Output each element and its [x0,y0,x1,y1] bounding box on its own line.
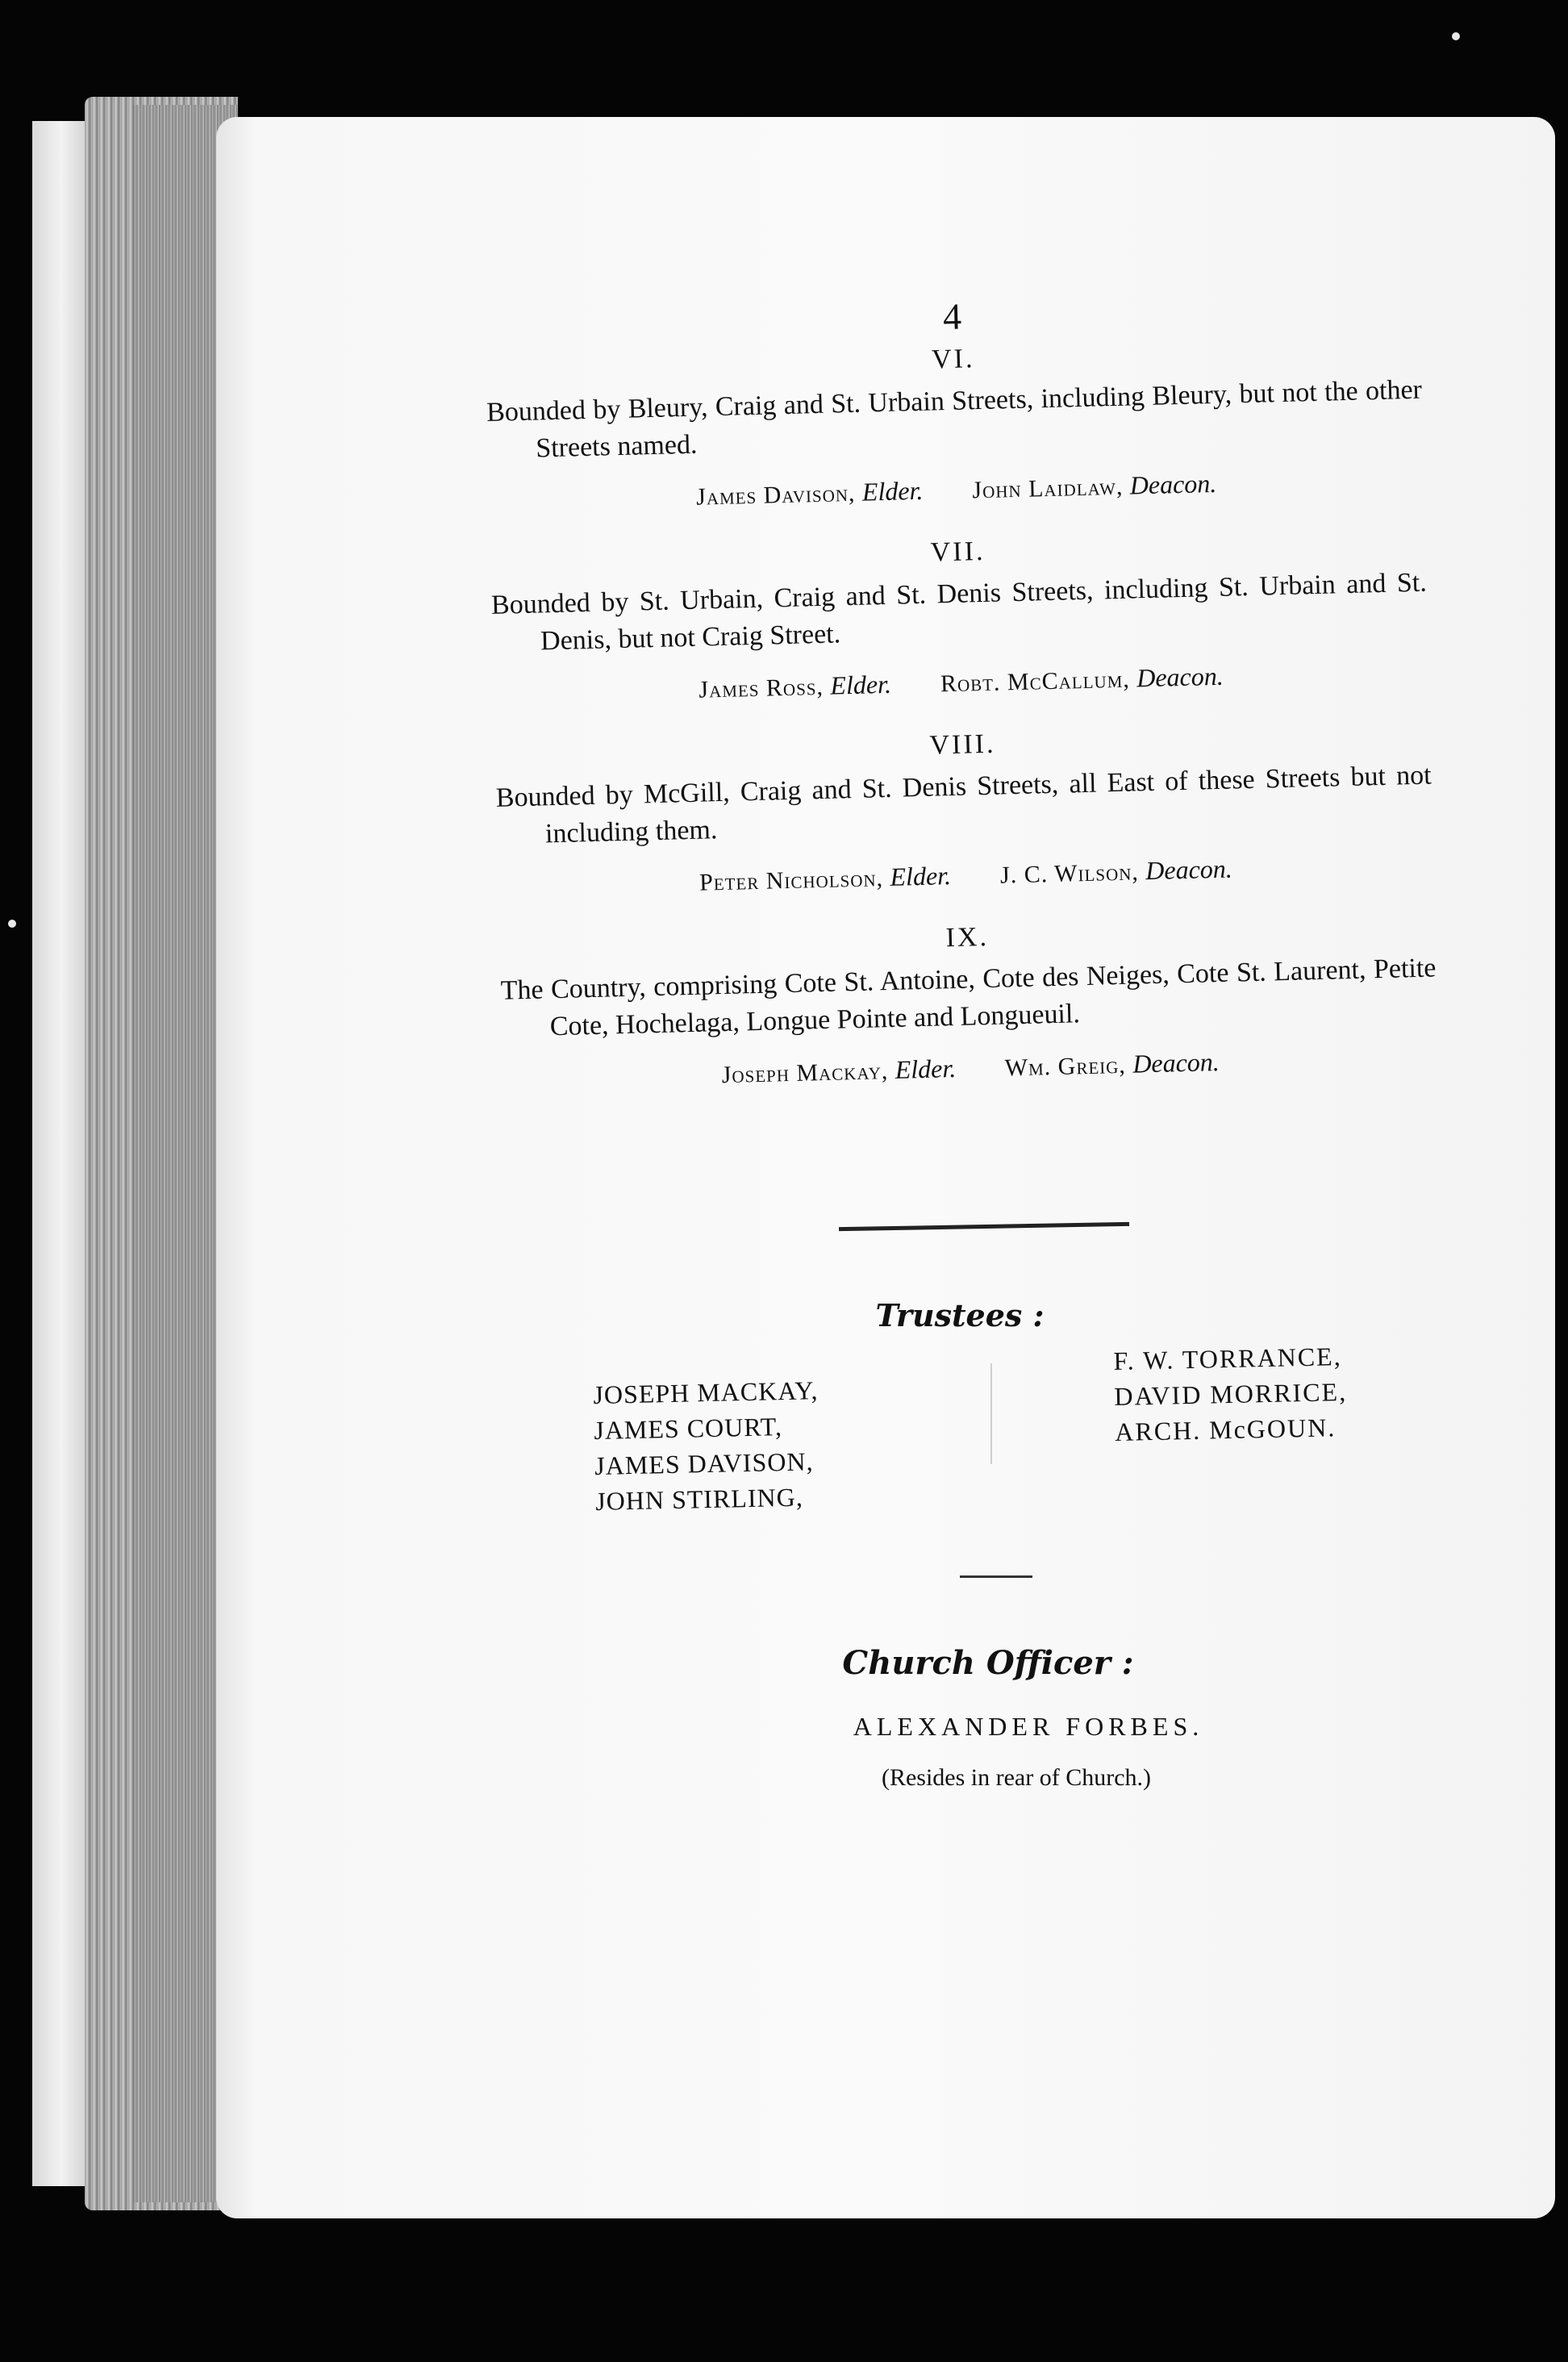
elder-role: Elder. [895,1053,957,1084]
district-section [485,333,1424,516]
district-officers [493,657,1429,709]
trustee-name: JOSEPH MACKAY, [593,1375,819,1409]
trustees-heading: Trustees : [875,1297,1045,1333]
trustees-list-left [593,1372,821,1519]
district-officers [503,1041,1439,1094]
trustee-name: DAVID MORRICE, [1114,1376,1348,1411]
scan-speck [8,920,16,928]
trustee-name: JAMES COURT, [594,1412,783,1445]
column-divider [990,1363,992,1464]
deacon-name: Wm. Greig, [1004,1051,1127,1082]
trustee-name: JOHN STIRLING, [594,1482,804,1516]
deacon-role: Deacon. [1132,1047,1220,1079]
deacon-name: John Laidlaw, [972,473,1124,504]
church-officer-heading: Church Officer : [842,1644,1134,1682]
trustees-list-right [1113,1338,1348,1450]
elder-role: Elder. [890,861,952,891]
deacon-role: Deacon. [1129,468,1217,500]
trustee-name: F. W. TORRANCE, [1113,1342,1342,1375]
district-numeral: VII. [930,536,986,568]
district-description: Bounded by McGill, Craig and St. Denis Streets, all East of these Streets but not including them. [495,760,1432,849]
elder-name: James Davison, [695,479,856,511]
short-divider [960,1575,1032,1578]
church-officer-name: ALEXANDER FORBES. [853,1712,1204,1741]
district-section [494,718,1434,901]
trustee-name: JAMES DAVISON, [594,1446,814,1480]
district-officers [488,464,1424,516]
deacon-role: Deacon. [1145,853,1233,886]
deacon-role: Deacon. [1136,661,1224,693]
church-officer-note: (Resides in rear of Church.) [881,1764,1152,1791]
deacon-name: Robt. McCallum, [940,666,1131,698]
district-numeral: VI. [931,344,975,375]
elder-role: Elder. [861,475,924,507]
trustee-name: ARCH. McGOUN. [1114,1413,1337,1446]
district-numeral: IX. [945,921,990,954]
district-description: Bounded by St. Urbain, Craig and St. Denis Streets, including St. Urbain and St. Denis, but not Craig Street. [490,567,1428,657]
district-description: Bounded by Bleury, Craig and St. Urbain Streets, including Bleury, but not the other Streets named. [486,374,1423,464]
district-numeral: VIII. [928,728,996,761]
district-officers [498,849,1434,901]
deacon-name: J. C. Wilson, [999,858,1140,889]
district-section [499,911,1439,1094]
elder-name: Joseph Mackay, [721,1058,889,1089]
page-number: 4 [942,295,962,338]
district-description: The Country, comprising Cote St. Antoine, Cote des Neiges, Cote St. Laurent, Petite Cote, Hochelaga, Longue Pointe and Longueuil. [500,953,1437,1042]
elder-name: James Ross, [699,673,824,703]
scan-speck [1452,32,1460,40]
elder-name: Peter Nicholson, [699,865,884,896]
elder-role: Elder. [829,669,892,700]
districts-column [484,284,1440,1127]
district-section [490,526,1429,709]
